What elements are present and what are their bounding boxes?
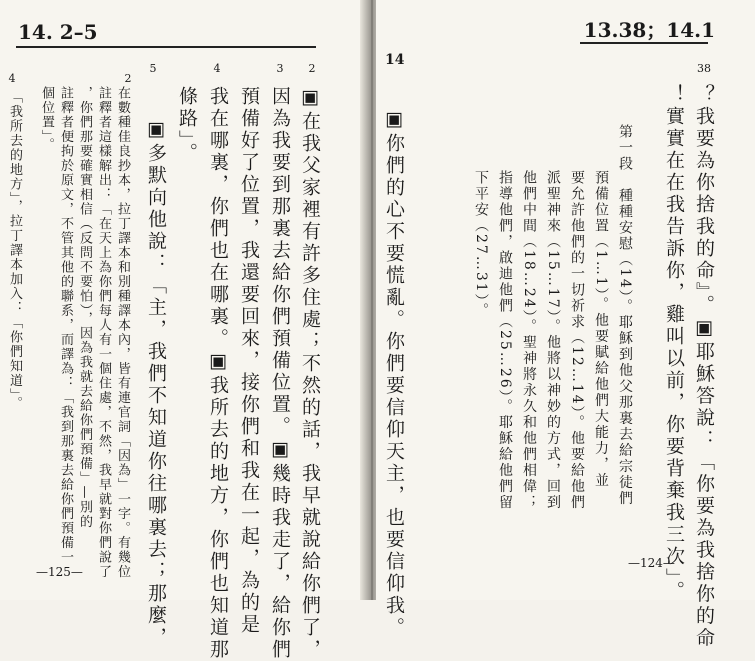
right-header-rule <box>580 42 708 44</box>
text-column-6: ▣多默向他說：「主，我們不知道你往哪裏去；那麼， <box>145 118 167 649</box>
note-column-6: 「我所去的地方」，拉丁譯本加入：「你們知道」。 <box>7 90 22 411</box>
verse-number-3: 3 <box>276 62 284 75</box>
right-page-number: —124— <box>628 556 675 570</box>
note-column-2: 註釋者這樣解出：「在天上為你們每人有一個住處，不然，我早就對你們說了 <box>96 86 111 579</box>
note-column-3: ，你們那要確實相信（反問不要怕），因為我就去給你們預備」—別的 <box>77 86 92 529</box>
section-column-7: 下平安（27…31）。 <box>473 170 489 319</box>
text-column-2: 因為我要到那裏去給你們預備位置。▣幾時我走了，給你們 <box>269 86 291 661</box>
section-column-3: 要允許他們的一切祈求（12…14）。他要給他們 <box>569 170 585 511</box>
note-number-2: 2 <box>124 72 132 85</box>
right-text-column-2: ！實實在在我告訴你，雞叫以前，你要背棄我三次」。 <box>663 84 685 603</box>
note-column-4: 註釋者便拘於原文，不管其他的聯系，而譯為：「我到那裏去給你們預備一 <box>58 86 73 565</box>
verse-number-38: 38 <box>697 62 711 75</box>
chapter-number: 14 <box>385 52 405 68</box>
section-column-4: 派聖神來（15…17）。他將以神妙的方式，回到 <box>545 170 561 511</box>
left-page <box>0 0 368 661</box>
section-column-5: 他們中間（18…24）。聖神將永久和他們相偉； <box>521 170 537 511</box>
section-column-6: 指導他們，啟迪他們（25…26）。耶穌給他們留 <box>497 170 513 511</box>
text-column-4: 我在哪裏，你們也在哪裏。▣我所去的地方，你們也知道那 <box>207 86 229 661</box>
right-text-column-1: ？我要為你捨我的命』。▣耶穌答說：「你要為我捨你的命 <box>693 84 715 650</box>
text-column-1: ▣在我父家裡有許多住處；不然的話，我早就說給你們了， <box>299 86 321 661</box>
verse-number-5: 5 <box>149 62 157 75</box>
text-column-5: 條路」。 <box>176 86 198 165</box>
note-number-4: 4 <box>8 72 16 85</box>
section-column-1: 第一段 種種安慰（14）。耶穌到他父那裏去給宗徒們 <box>617 124 633 507</box>
section-column-2: 預備位置（1…1）。他要賦給他們大能力，並 <box>593 170 609 489</box>
right-running-header: 13.38；14.1 <box>583 18 715 42</box>
note-column-5: 個位置」。 <box>39 86 54 152</box>
left-running-header: 14. 2–5 <box>18 20 98 44</box>
text-column-3: 預備好了位置，我還要回來，接你們和我在一起，為的是 <box>238 86 260 636</box>
left-page-number: —125— <box>36 565 83 579</box>
left-header-rule <box>16 46 316 48</box>
verse-number-2: 2 <box>308 62 316 75</box>
note-column-1: 在數種佳良抄本，拉丁譯本和別種譯本內，皆有連官詞「因為」一字。有幾位 <box>115 86 130 579</box>
verse-number-4: 4 <box>213 62 221 75</box>
right-final-column: ▣你們的心不要慌亂。你們要信仰天主，也要信仰我。 <box>383 108 405 639</box>
